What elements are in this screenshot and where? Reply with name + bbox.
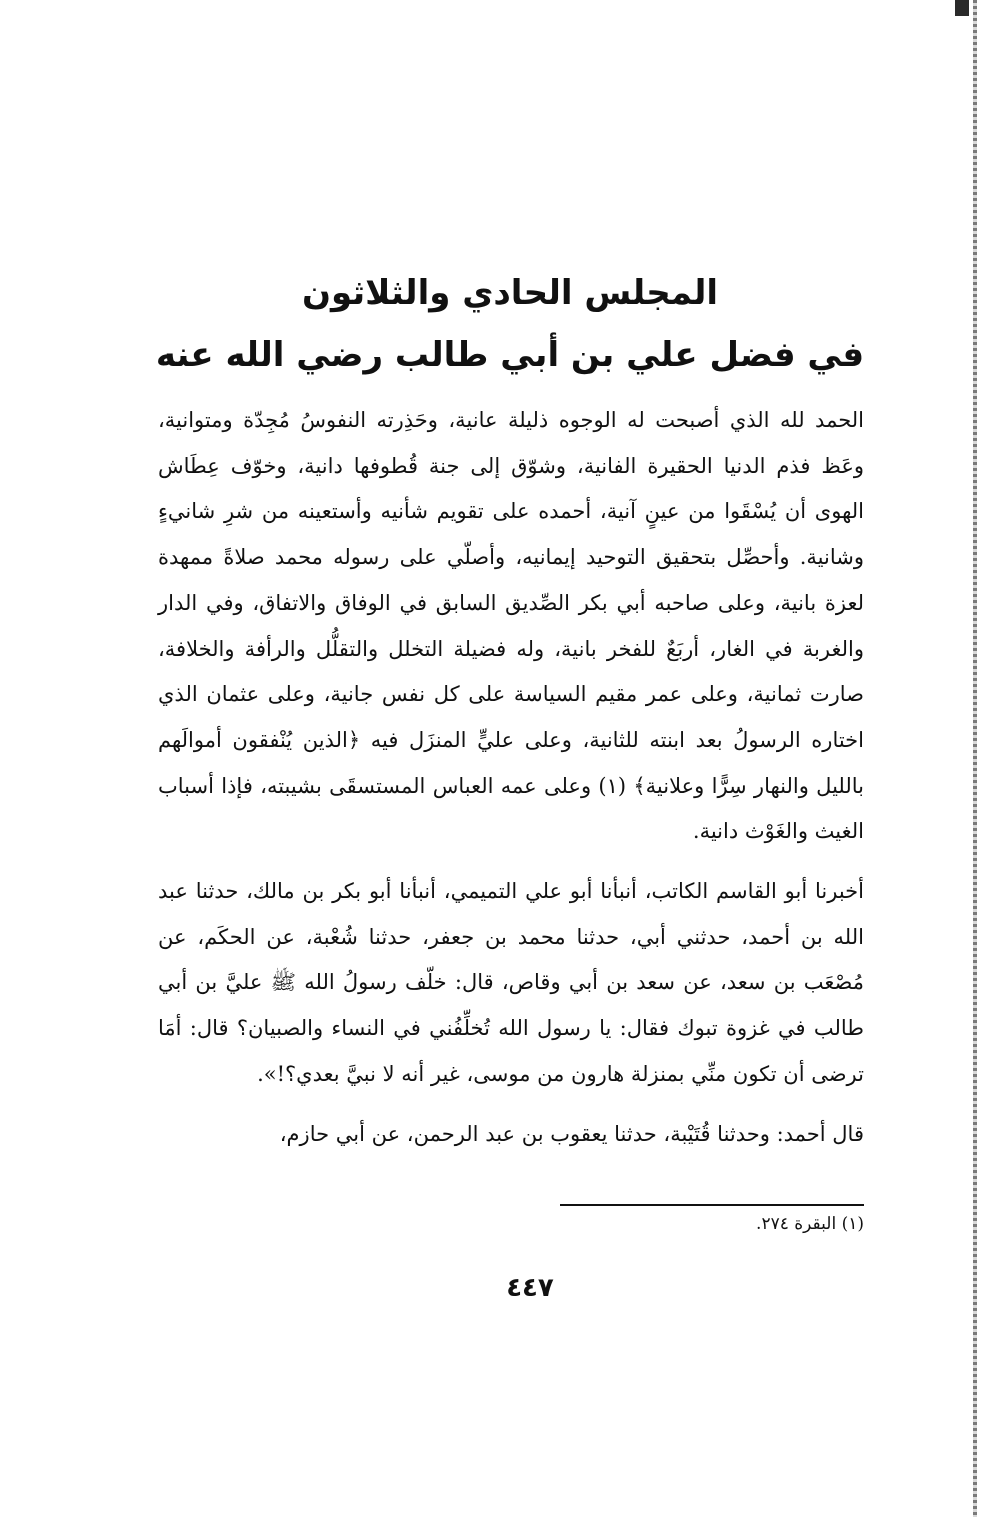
paragraph-opening-praise: الحمد لله الذي أصبحت له الوجوه ذليلة عانية، وحَذِرته النفوسُ مُجِدّة ومتوانية، وعَظ فذم الدنيا الحقيرة الفانية، وشوّق إلى جنة قُطوفها دانية، وخوّف عِطَاش الهوى أن يُسْقَوا من عينٍ آنية، أحمده على تقويم شأنيه وأستعينه من شرِ شانيءٍ وشانية. وأحصِّل بتحقيق التوحيد إيمانيه، وأصلّي على رسوله محمد صلاةً ممهدة لعزة بانية، وعلى صاحبه أبي بكر الصِّديق السابق في الوفاق والاتفاق، وفي الدار والغربة في الغار، أربَعٌ للفخر بانية، وله فضيلة التخلل والتقلُّل والرأفة والخلافة، صارت ثمانية، وعلى عمر مقيم السياسة على كل نفس جانية، وعلى عثمان الذي اختاره الرسولُ بعد ابنته للثانية، وعلى عليٍّ المنزَل فيه ﴿الذين يُنْفقون أموالَهم بالليل والنهار سِرًّا وعلانية﴾ (١) وعلى عمه العباس المستسقَى بشيبته، فإذا أسباب الغيث والغَوْث دانية. [158, 408, 865, 844]
body-text [158, 398, 864, 1157]
page-edge [973, 0, 977, 1517]
footnote-divider [560, 1204, 864, 1206]
page-number: ٤٤٧ [506, 1273, 554, 1303]
paragraph-hadith-chain: أخبرنا أبو القاسم الكاتب، أنبأنا أبو علي التميمي، أنبأنا أبو بكر بن مالك، حدثنا عبد الله بن أحمد، حدثني أبي، حدثنا محمد بن جعفر، حدثنا شُعْبة، عن الحكَم، عن مُصْعَب بن سعد، عن سعد بن أبي وقاص، قال: خلّف رسولُ الله ﷺ عليَّ بن أبي طالب في غزوة تبوك فقال: يا رسول الله تُخلِّفُني في النساء والصبيان؟ قال: أمَا ترضى أن تكون منِّي بمنزلة هارون من موسى، غير أنه لا نبيَّ بعدي؟!». [158, 879, 864, 1086]
chapter-heading [150, 262, 870, 386]
footnote: (١) البقرة ٢٧٤. [756, 1214, 864, 1234]
chapter-title: المجلس الحادي والثلاثون [302, 273, 718, 313]
chapter-subtitle: في فضل علي بن أبي طالب رضي الله عنه [155, 335, 865, 375]
paragraph-continuation: قال أحمد: وحدثنا قُتَيْبة، حدثنا يعقوب بن عبد الرحمن، عن أبي حازم، [279, 1121, 864, 1146]
scan-edge-mark [955, 0, 969, 16]
